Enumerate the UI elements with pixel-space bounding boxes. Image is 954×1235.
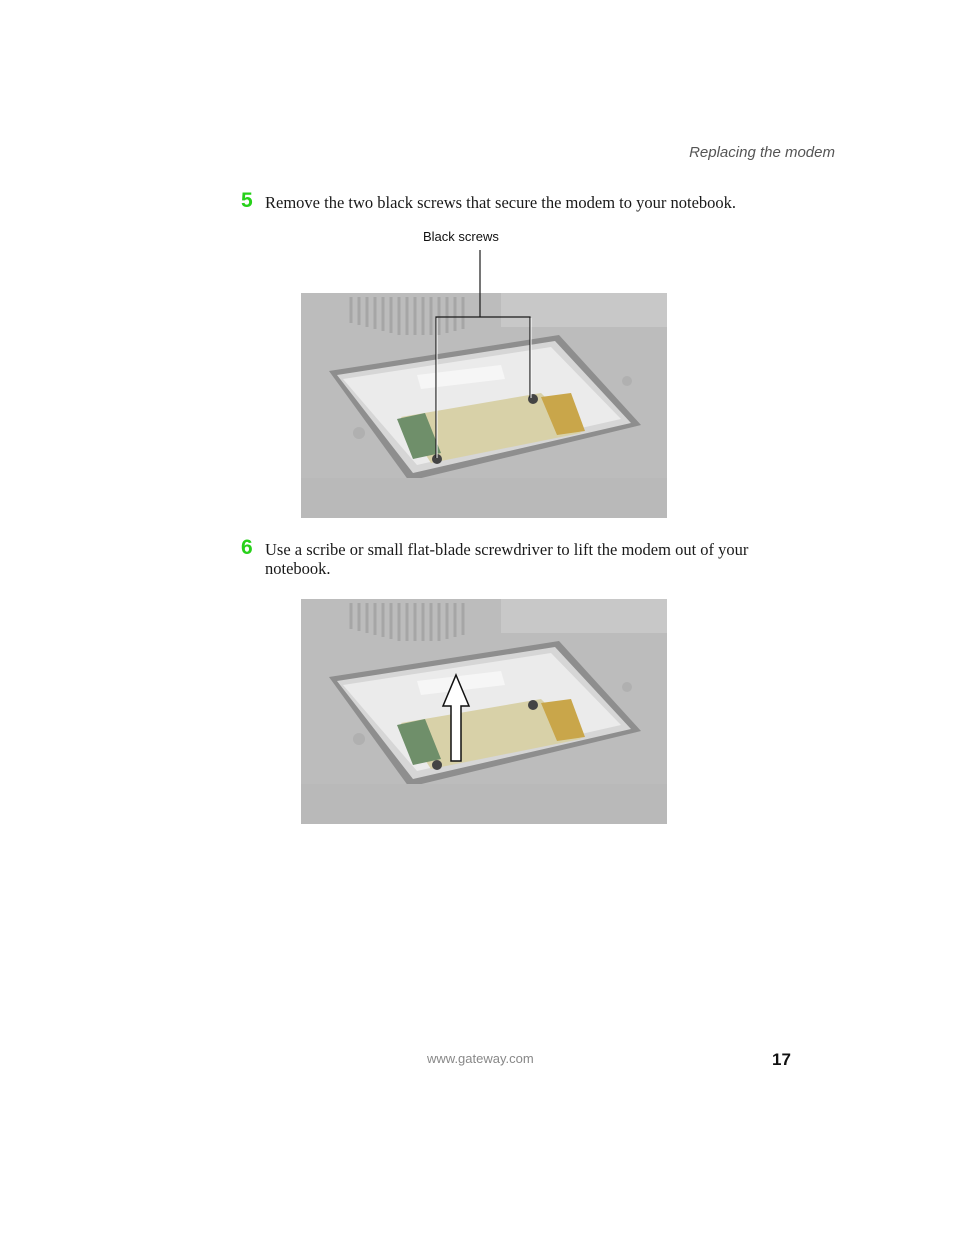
- step-number: 6: [241, 536, 253, 559]
- page-number: 17: [772, 1050, 791, 1069]
- step-5: [241, 189, 801, 212]
- lift-arrow-icon: [443, 675, 469, 761]
- callout-black-screws: Black screws: [423, 229, 499, 244]
- modem-photo-screws: [301, 293, 667, 518]
- step-text: Remove the two black screws that secure the modem to your notebook.: [265, 193, 737, 212]
- footer-url: www.gateway.com: [427, 1051, 534, 1066]
- step-number: 5: [241, 189, 253, 212]
- modem-photo-lift: [301, 599, 667, 824]
- step-text: Use a scribe or small flat-blade screwdriver to lift the modem out of your notebook.: [265, 540, 749, 578]
- running-head: Replacing the modem: [689, 144, 835, 161]
- step-6: [241, 536, 801, 578]
